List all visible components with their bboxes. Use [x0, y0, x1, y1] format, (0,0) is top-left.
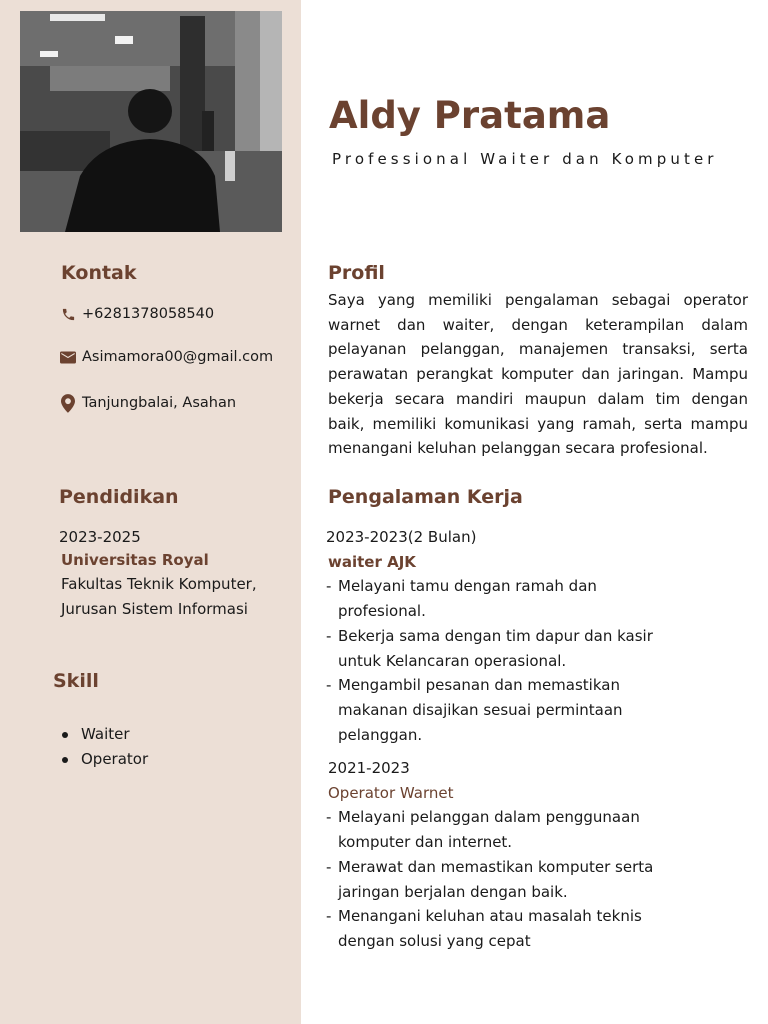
phone-icon	[60, 306, 76, 322]
contact-heading: Kontak	[61, 262, 137, 284]
location-text: Tanjungbalai, Asahan	[82, 395, 237, 411]
contact-email-row	[60, 349, 273, 365]
job-bullet: - Melayani tamu dengan ramah dan profesional.	[326, 577, 597, 621]
contact-phone-row	[60, 306, 214, 322]
education-school: Universitas Royal	[61, 551, 209, 569]
education-faculty: Fakultas Teknik Komputer,	[61, 575, 257, 593]
education-major: Jurusan Sistem Informasi	[61, 600, 248, 618]
profile-text: Saya yang memiliki pengalaman sebagai operator warnet dan waiter, dengan keterampilan dalam pelayanan pelanggan, manajemen transaksi, serta perawatan perangkat komputer dan jaringan. Mampu bekerja secara mandiri maupun dalam tim dengan baik, memiliki komunikasi yang ramah, serta mampu menangani keluhan pelanggan secara profesional.	[328, 291, 748, 458]
job-period: 2023-2023(2 Bulan)	[326, 528, 477, 546]
person-title: Professional Waiter dan Komputer	[332, 150, 718, 168]
job-entry	[326, 756, 673, 954]
location-pin-icon	[60, 395, 76, 411]
contact-location-row	[60, 395, 236, 411]
education-heading: Pendidikan	[59, 486, 179, 508]
skill-item: Operator	[60, 747, 148, 772]
job-role: Operator Warnet	[328, 783, 454, 802]
sidebar	[0, 0, 301, 1024]
skill-item: Waiter	[60, 722, 148, 747]
job-bullet: - Merawat dan memastikan komputer serta jaringan berjalan dengan baik.	[326, 857, 654, 901]
job-bullet: - Melayani pelanggan dalam penggunaan komputer dan internet.	[326, 808, 640, 852]
person-name: Aldy Pratama	[329, 94, 611, 137]
experience-heading: Pengalaman Kerja	[328, 486, 523, 508]
skill-heading: Skill	[53, 670, 99, 692]
profile-photo	[20, 11, 282, 232]
phone-number[interactable]: +6281378058540	[82, 306, 215, 322]
job-bullet: - Menangani keluhan atau masalah teknis dengan solusi yang cepat	[326, 907, 642, 950]
bullet-icon	[62, 732, 68, 738]
job-role: waiter AJK	[328, 552, 416, 571]
skill-list	[60, 722, 148, 772]
email-icon	[60, 349, 76, 365]
job-bullet: - Bekerja sama dengan tim dapur dan kasir untuk Kelancaran operasional.	[326, 626, 653, 670]
education-period: 2023-2025	[59, 528, 141, 546]
profile-heading: Profil	[328, 262, 385, 284]
email-address[interactable]: Asimamora00@gmail.com	[82, 349, 274, 365]
job-period: 2021-2023	[328, 759, 410, 777]
job-bullet: - Mengambil pesanan dan memastikan makanan disajikan sesuai permintaan pelanggan.	[326, 676, 623, 744]
bullet-icon	[62, 757, 68, 763]
job-entry	[326, 525, 668, 747]
